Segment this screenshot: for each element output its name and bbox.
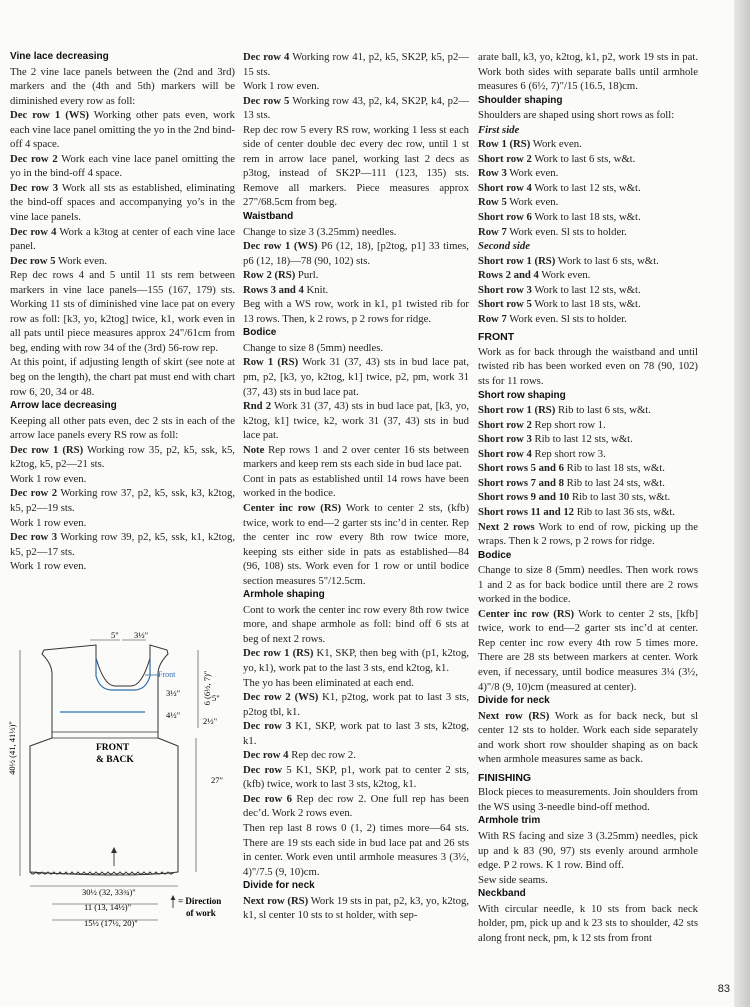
instruction-paragraph xyxy=(478,283,698,298)
instruction-label: Short row 1 (RS) xyxy=(478,404,556,417)
dim-bodice-back: 5" xyxy=(212,693,220,703)
section-heading: Divide for neck xyxy=(478,695,550,707)
section-heading: Divide for neck xyxy=(243,880,315,892)
instruction-paragraph xyxy=(478,607,698,694)
instruction-label: Short row 5 xyxy=(478,298,532,311)
instruction-text: Work 31 (37, 43) sts in bud lace pat, pm, p2, [k3, yo, k2tog, k1] twice, p2, pm, work 31 (37, 43) sts in bud lace pat. xyxy=(243,356,470,398)
section-heading: FINISHING xyxy=(478,771,532,784)
instruction-label: Short rows 9 and 10 xyxy=(478,491,570,504)
front-back-schematic xyxy=(0,628,235,928)
instruction-text: Work 1 row even. xyxy=(243,80,320,93)
dim-armhole: 6 (6½, 7)" xyxy=(202,670,212,706)
instruction-label: Note xyxy=(243,443,265,456)
instruction-label: Row 3 xyxy=(478,167,507,180)
instruction-text: Work to last 12 sts, w&t. xyxy=(531,283,641,296)
instruction-paragraph xyxy=(478,873,698,888)
instruction-paragraph xyxy=(478,432,698,447)
instruction-text: Beg with a WS row, work in k1, p1 twisted rib for 13 rows. Then, k 2 rows, p 2 rows for ridge. xyxy=(243,298,469,325)
instruction-text: Work even. xyxy=(506,167,559,180)
instruction-paragraph xyxy=(243,268,469,283)
instruction-label: Row 1 (RS) xyxy=(478,138,531,151)
instruction-text: Work even. xyxy=(55,254,107,267)
instruction-paragraph xyxy=(478,505,698,520)
section-heading: Arrow lace decreasing xyxy=(10,400,117,412)
instruction-label: Dec row 3 xyxy=(10,531,58,544)
instruction-paragraph xyxy=(10,414,235,443)
instruction-paragraph xyxy=(10,472,235,487)
instruction-paragraph xyxy=(243,399,469,443)
front-label: Front xyxy=(158,670,176,679)
instruction-label: Dec row 1 (RS) xyxy=(243,647,314,660)
instruction-paragraph xyxy=(10,355,235,399)
instruction-label: Rows 3 and 4 xyxy=(243,283,304,296)
instruction-text: K1, SKP, work pat to last 3 sts, k2tog, k1. xyxy=(243,720,469,747)
instruction-text: Rib to last 12 sts, w&t. xyxy=(531,433,633,446)
instruction-text: Then rep last 8 rows 0 (1, 2) times more—64 sts. There are 19 sts each side in bud lace pat and 26 sts in center. Work even until armhole measures 3 (3½, 4)"/7.5 (9, 10)cm. xyxy=(243,821,469,878)
instruction-text: Work as for back through the waistband and until twisted rib has been worked even on 78 (90, 102) sts for 11 rows. xyxy=(478,345,698,388)
instruction-paragraph xyxy=(243,341,469,356)
instruction-label: Dec row 2 (WS) xyxy=(243,691,319,704)
dim-width-chest: 15½ (17½, 20)" xyxy=(84,918,138,928)
instruction-text: At this point, if adjusting length of skirt (see note at beg on the length), the chart pat must end with chart row 6, 20, 34 or 48. xyxy=(10,356,235,398)
instruction-paragraph xyxy=(243,297,469,326)
instruction-text: Work to center 2 sts, [kfb] twice, work to end—2 garter sts inc’d at center. Rep center inc row every 4th row 5 times more. There are 28 sts between markers at center. Work even, if necessary, until bodice measures 3¼ (3½, 4)"/8 (9, 10)cm (measured at center). xyxy=(478,607,699,693)
instruction-paragraph xyxy=(243,283,469,298)
piece-label-back: & BACK xyxy=(96,755,134,765)
instruction-label: Short row 3 xyxy=(478,433,532,446)
instruction-text: Work even. Sl sts to holder. xyxy=(506,312,627,325)
instruction-text: Work even. xyxy=(530,138,582,151)
instruction-text: Work all sts as established, eliminating the bind-off spaces and accompanying yo’s in the vine lace panels. xyxy=(10,181,235,224)
section-heading: Vine lace decreasing xyxy=(10,51,109,62)
dim-total-length: 40½ (41, 41½)" xyxy=(7,721,17,775)
instruction-paragraph xyxy=(478,418,698,433)
instruction-paragraph xyxy=(10,181,235,225)
instruction-label: Rows 2 and 4 xyxy=(478,269,539,282)
dim-shoulder: 5" xyxy=(111,630,119,640)
instruction-text: Knit. xyxy=(303,283,329,296)
instruction-text: Work to last 18 sts, w&t. xyxy=(531,298,641,311)
instruction-paragraph xyxy=(243,94,469,123)
direction-legend-2: of work xyxy=(186,908,216,918)
instruction-text: Working row 41, p2, k5, SK2P, k5, p2—15 sts. xyxy=(243,51,469,78)
instruction-text: Work 1 row even. xyxy=(10,516,87,529)
dim-waistband: 2½" xyxy=(203,716,218,726)
instruction-text: Work 19 sts in pat, p2, k3, yo, k2tog, k1, sl center 10 sts to st holder, with sep- xyxy=(243,894,469,922)
instruction-paragraph xyxy=(10,443,235,472)
instruction-text: Keeping all other pats even, dec 2 sts in each of the arrow lace panels every RS row as foll: xyxy=(10,414,235,442)
instruction-paragraph xyxy=(243,690,469,719)
section-heading: Short row shaping xyxy=(478,389,566,401)
instruction-text: Work each vine lace panel omitting the yo in the bind-off 4 space. xyxy=(10,152,235,180)
instruction-paragraph xyxy=(478,520,698,549)
instruction-text: The yo has been eliminated at each end. xyxy=(243,676,414,689)
instruction-label: Dec row 5 xyxy=(243,94,290,107)
section-heading: Armhole shaping xyxy=(243,589,325,601)
instruction-paragraph xyxy=(243,748,469,763)
instruction-paragraph xyxy=(243,894,469,923)
instruction-paragraph xyxy=(478,490,698,505)
instruction-text: With RS facing and size 3 (3.25mm) needles, pick up and k 83 (90, 97) sts evenly around armhole edge. P 2 rows. K 1 row. Bind off. xyxy=(478,829,698,872)
instruction-paragraph xyxy=(243,50,469,79)
instruction-paragraph xyxy=(478,225,698,240)
instruction-text: Sew side seams. xyxy=(478,873,548,886)
instruction-paragraph xyxy=(478,829,698,873)
column-1 xyxy=(10,50,235,574)
instruction-text: Purl. xyxy=(295,269,319,282)
instruction-paragraph xyxy=(478,461,698,476)
dim-width-waist: 11 (13, 14½)" xyxy=(84,902,132,912)
instruction-text: Work even. xyxy=(506,196,559,209)
instruction-text: Rib to last 6 sts, w&t. xyxy=(555,404,651,417)
instruction-paragraph xyxy=(478,254,698,269)
instruction-paragraph xyxy=(10,559,235,574)
instruction-label: Dec row 2 xyxy=(10,487,58,500)
instruction-label: Dec row 4 xyxy=(243,749,289,762)
dim-front-drop: 3½" xyxy=(166,688,181,698)
section-heading: Armhole trim xyxy=(478,815,541,827)
instruction-text: Work 1 row even. xyxy=(10,560,87,573)
section-heading: FRONT xyxy=(478,331,515,344)
section-heading: Bodice xyxy=(478,549,512,561)
instruction-paragraph xyxy=(243,646,469,675)
section-heading: Waistband xyxy=(243,211,294,223)
instruction-text: Rep dec rows 4 and 5 until 11 sts rem between markers in vine lace panels—155 (167, 179) sts. Working 11 sts of diminished vine lace pat on every row as foll: [k3, yo, k2tog] twice, k1, work even in all pats until piece measures approx 24"/61cm from beg, ending with row 34 of the (3rd) 56-row rep. xyxy=(10,269,235,354)
instruction-text: Shoulders are shaped using short rows as foll: xyxy=(478,109,675,122)
instruction-label: Short rows 11 and 12 xyxy=(478,505,575,518)
instruction-paragraph xyxy=(478,312,698,327)
instruction-text: Working row 43, p2, k4, SK2P, k4, p2—13 sts. xyxy=(243,94,469,122)
instruction-paragraph xyxy=(10,268,235,355)
instruction-text: Work to last 18 sts, w&t. xyxy=(531,211,641,224)
instruction-text: Work to last 6 sts, w&t. xyxy=(531,152,636,165)
instruction-label: Dec row 1 (WS) xyxy=(243,240,318,253)
instruction-text: With circular needle, k 10 sts from back neck holder, pm, pick up and k 23 sts to shoulder, 42 sts along front neck, pm, k 12 sts from front xyxy=(478,902,698,944)
page-edge xyxy=(734,0,750,1007)
instruction-text: Rep rows 1 and 2 over center 16 sts between markers and keep rem sts each side in bud lace pat. xyxy=(243,443,469,471)
instruction-text: Work to center 2 sts, (kfb) twice, work to end—2 garter sts inc’d in center. Rep the center inc row every 8th row twice more, keeping sts either side in pats as established—84 (96, 108) sts. Work even for 1 row or until bodice section measures 5"/12.5cm. xyxy=(243,501,470,587)
instruction-label: Next row (RS) xyxy=(478,709,550,722)
subsection-heading: Second side xyxy=(478,240,530,253)
section-heading: Shoulder shaping xyxy=(478,94,563,106)
instruction-paragraph xyxy=(478,476,698,491)
instruction-paragraph xyxy=(10,225,235,254)
instruction-text: Rep dec row 5 every RS row, working 1 less st each side of center double dec every dec row, until 1 st rem in arrow lace panel, working last 2 decs as p3tog, instead of SK2P—111 (123, 135) sts. Remove all markers. Piece measures approx 27"/68.5cm from beg. xyxy=(243,123,469,209)
instruction-text: K1, p2tog, work pat to last 3 sts, p2tog tbl, k1. xyxy=(243,691,469,718)
instruction-paragraph xyxy=(478,785,698,814)
instruction-label: Short row 2 xyxy=(478,418,532,431)
instruction-paragraph xyxy=(478,195,698,210)
instruction-text: Work 31 (37, 43) sts in bud lace pat, [k3, yo, k2tog, k1] twice, k2, work 31 (37, 43) sts in bud lace pat. xyxy=(243,400,469,442)
dim-neck: 3½" xyxy=(134,630,149,640)
instruction-text: Work as for back neck, but sl center 12 sts to holder. Work each side separately and work short row shoulder shaping as on back when armhole measures same as back. xyxy=(478,709,698,766)
instruction-label: Row 7 xyxy=(478,225,507,238)
instruction-text: Work to end of row, picking up the wraps. Then k 2 rows, p 2 rows for ridge. xyxy=(478,520,698,548)
page-number: 83 xyxy=(717,983,730,995)
instruction-label: Dec row 6 xyxy=(243,792,292,805)
instruction-label: Dec row xyxy=(243,763,283,776)
instruction-label: Center inc row (RS) xyxy=(478,607,575,620)
instruction-paragraph xyxy=(243,225,469,240)
instruction-text: Rib to last 24 sts, w&t. xyxy=(563,476,665,489)
instruction-text: Work even. Sl sts to holder. xyxy=(506,225,627,238)
instruction-label: Short row 4 xyxy=(478,181,532,194)
instruction-paragraph xyxy=(243,676,469,691)
instruction-paragraph xyxy=(243,472,469,501)
instruction-text: Work 1 row even. xyxy=(10,472,87,485)
instruction-paragraph xyxy=(10,530,235,559)
instruction-text: P6 (12, 18), [p2tog, p1] 33 times, p6 (12, 18)—78 (90, 102) sts. xyxy=(243,240,469,267)
instruction-text: Work to last 12 sts, w&t. xyxy=(531,181,641,194)
instruction-label: Short row 2 xyxy=(478,152,532,165)
instruction-paragraph xyxy=(243,79,469,94)
instruction-text: 5 K1, SKP, p1, work pat to center 2 sts, (kfb) twice, work to last 3 sts, k2tog, k1. xyxy=(243,763,469,791)
instruction-text: Working row 37, p2, k5, ssk, k3, k2tog, k5, p2—19 sts. xyxy=(10,487,235,514)
instruction-paragraph xyxy=(10,254,235,269)
direction-legend-1: = Direction xyxy=(178,896,222,906)
instruction-text: Rep dec row 2. xyxy=(288,749,356,762)
instruction-label: Dec row 1 (RS) xyxy=(10,443,84,456)
instruction-label: Row 1 (RS) xyxy=(243,356,299,369)
instruction-label: Next 2 rows xyxy=(478,520,535,533)
instruction-text: The 2 vine lace panels between the (2nd and 3rd) markers and the (4th and 5th) markers will be diminished every row as foll: xyxy=(10,65,235,107)
instruction-paragraph xyxy=(478,137,698,152)
instruction-paragraph xyxy=(478,709,698,767)
instruction-paragraph xyxy=(478,563,698,607)
instruction-label: Dec row 2 xyxy=(10,152,58,165)
instruction-text: Cont to work the center inc row every 8th row twice more, and shape armhole as foll: bind off 6 sts at beg of next 2 rows. xyxy=(243,603,469,645)
instruction-paragraph xyxy=(10,152,235,181)
instruction-paragraph xyxy=(478,297,698,312)
instruction-paragraph xyxy=(243,719,469,748)
instruction-paragraph xyxy=(243,123,469,210)
instruction-label: Dec row 4 xyxy=(243,51,290,63)
instruction-paragraph xyxy=(478,210,698,225)
instruction-label: Short rows 5 and 6 xyxy=(478,462,564,475)
instruction-label: Row 7 xyxy=(478,312,507,325)
subsection-heading: First side xyxy=(478,123,520,136)
instruction-paragraph xyxy=(478,902,698,946)
dim-width-bust: 30½ (32, 33¾)" xyxy=(82,887,136,897)
instruction-paragraph xyxy=(243,355,469,399)
instruction-paragraph xyxy=(243,603,469,647)
instruction-text: Block pieces to measurements. Join shoulders from the WS using 3-needle bind-off method. xyxy=(478,786,698,813)
piece-label-front: FRONT xyxy=(96,743,130,753)
instruction-label: Dec row 4 xyxy=(10,225,57,238)
instruction-label: Center inc row (RS) xyxy=(243,501,342,514)
instruction-paragraph xyxy=(478,345,698,389)
instruction-paragraph xyxy=(243,821,469,879)
instruction-paragraph xyxy=(478,108,698,123)
instruction-paragraph xyxy=(243,763,469,792)
instruction-text: Working row 35, p2, k5, ssk, k5, k2tog, k5, p2—21 sts. xyxy=(10,443,235,471)
instruction-text: Rep dec row 2. One full rep has been dec’d. Work 2 rows even. xyxy=(243,792,469,820)
instruction-label: Dec row 1 (WS) xyxy=(10,109,89,122)
instruction-text: Working row 39, p2, k5, ssk, k1, k2tog, k5, p2—17 sts. xyxy=(10,531,235,558)
instruction-label: Dec row 3 xyxy=(10,181,59,194)
instruction-label: Row 5 xyxy=(478,196,507,209)
instruction-paragraph xyxy=(10,65,235,109)
column-2 xyxy=(243,50,469,923)
instruction-paragraph xyxy=(478,447,698,462)
instruction-text: Work a k3tog at center of each vine lace panel. xyxy=(10,225,235,253)
instruction-paragraph xyxy=(10,486,235,515)
instruction-text: Rep short row 3. xyxy=(531,447,606,460)
instruction-text: Working other pats even, work each vine lace panel omitting the yo in the 2nd bind-off 4 space. xyxy=(10,109,235,151)
instruction-label: Short row 4 xyxy=(478,447,532,460)
instruction-paragraph xyxy=(478,268,698,283)
instruction-text: Work even. xyxy=(538,269,591,282)
instruction-text: Rib to last 36 sts, w&t. xyxy=(574,505,675,518)
instruction-text: K1, SKP, then beg with (p1, k2tog, yo, k1), work pat to the last 3 sts, end k2tog, k1. xyxy=(243,647,470,674)
instruction-label: Rnd 2 xyxy=(243,400,272,413)
instruction-paragraph xyxy=(478,181,698,196)
section-heading: Bodice xyxy=(243,327,277,339)
instruction-label: Row 2 (RS) xyxy=(243,269,296,282)
instruction-label: Short row 1 (RS) xyxy=(478,254,556,267)
instruction-label: Dec row 5 xyxy=(10,254,56,267)
instruction-paragraph xyxy=(478,166,698,181)
instruction-paragraph xyxy=(243,443,469,472)
front-neckline xyxy=(96,658,150,690)
instruction-text: Rib to last 30 sts, w&t. xyxy=(569,491,671,504)
instruction-paragraph xyxy=(243,792,469,821)
instruction-paragraph xyxy=(478,152,698,167)
instruction-label: Short rows 7 and 8 xyxy=(478,476,564,489)
instruction-paragraph xyxy=(10,516,235,531)
instruction-paragraph xyxy=(243,239,469,268)
dim-skirt: 27" xyxy=(211,775,223,785)
instruction-label: Next row (RS) xyxy=(243,894,309,907)
dim-bodice-front: 4½" xyxy=(166,710,181,720)
instruction-text: arate ball, k3, yo, k2tog, k1, p2, work 19 sts in pat. Work both sides with separate balls until armhole measures 6 (6½, 7)"/15 (16.5, 18)cm. xyxy=(478,51,698,93)
column-3 xyxy=(478,50,698,945)
instruction-paragraph xyxy=(478,50,698,94)
instruction-text: Rib to last 18 sts, w&t. xyxy=(563,462,665,475)
instruction-text: Change to size 8 (5mm) needles. Then work rows 1 and 2 as for back bodice until there are 2 rows worked in the bodice. xyxy=(478,564,698,606)
instruction-paragraph xyxy=(478,403,698,418)
instruction-text: Change to size 8 (5mm) needles. xyxy=(243,341,384,354)
section-heading: Neckband xyxy=(478,888,526,900)
instruction-label: Short row 3 xyxy=(478,283,532,296)
instruction-label: Short row 6 xyxy=(478,211,532,224)
instruction-paragraph xyxy=(243,501,469,588)
instruction-text: Cont in pats as established until 14 rows have been worked in the bodice. xyxy=(243,472,469,500)
instruction-paragraph xyxy=(10,108,235,152)
instruction-text: Rep short row 1. xyxy=(531,418,606,431)
instruction-text: Change to size 3 (3.25mm) needles. xyxy=(243,225,397,238)
instruction-label: Dec row 3 xyxy=(243,720,292,733)
instruction-text: Work to last 6 sts, w&t. xyxy=(555,254,659,267)
